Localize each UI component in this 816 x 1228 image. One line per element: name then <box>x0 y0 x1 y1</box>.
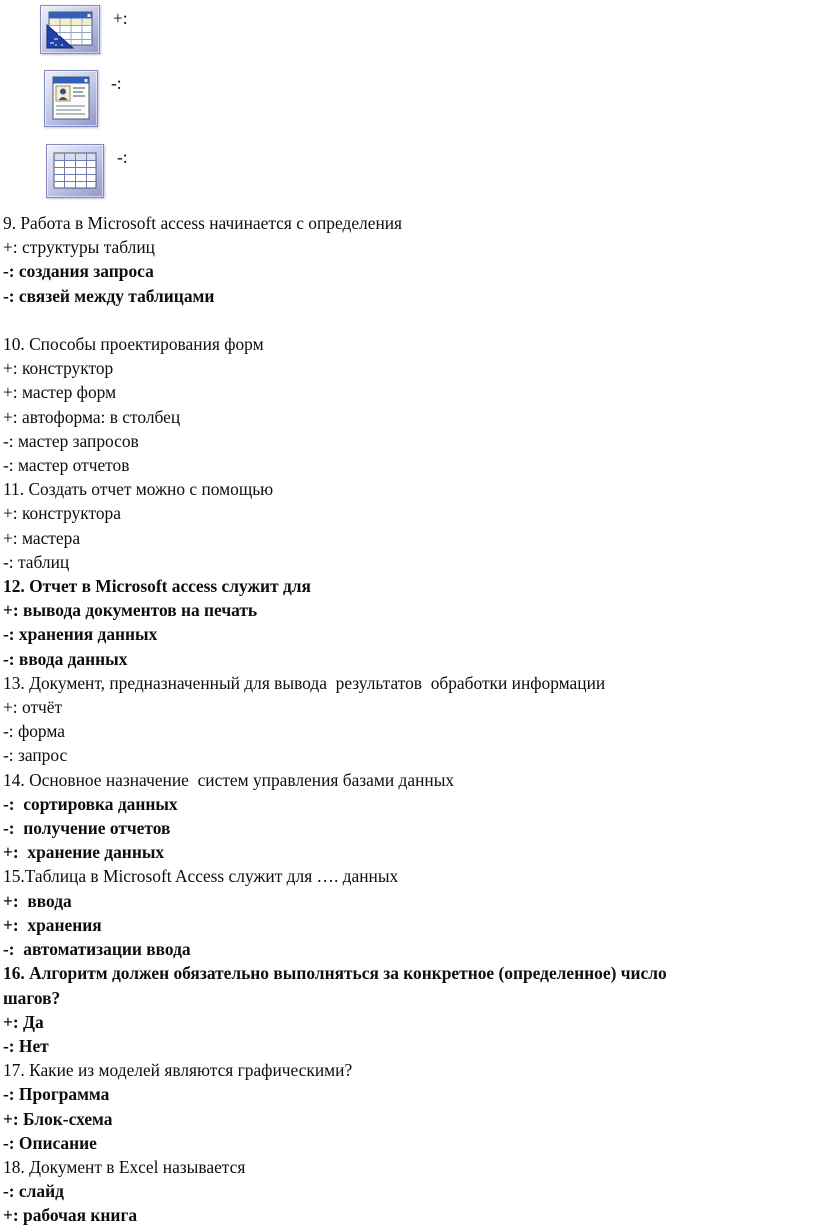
text-line: шагов? <box>3 987 61 1008</box>
text-line: +: мастер форм <box>3 382 117 403</box>
text-line: +: вывода документов на печать <box>3 600 258 621</box>
text-line: 15.Таблица в Microsoft Access служит для …. данных <box>3 866 399 887</box>
icon-option-2 <box>44 70 122 127</box>
text-line <box>3 308 809 332</box>
text-line: -: мастер отчетов <box>3 455 130 476</box>
text-line: 16. Алгоритм должен обязательно выполняться за конкретное (определенное) число <box>3 963 667 984</box>
text-line: 10. Способы проектирования форм <box>3 334 264 355</box>
text-line: +: хранение данных <box>3 842 165 863</box>
icon-option-2-mark: -: <box>111 73 122 93</box>
text-line: 14. Основное назначение систем управления базами данных <box>3 769 455 790</box>
text-line: -: таблиц <box>3 551 70 572</box>
icon-option-1-mark: +: <box>113 8 128 28</box>
text-line: +: отчёт <box>3 697 63 718</box>
text-line: 11. Создать отчет можно с помощью <box>3 479 274 500</box>
text-line: +: хранения <box>3 914 102 935</box>
text-line: +: рабочая книга <box>3 1205 138 1226</box>
text-line: -: создания запроса <box>3 261 154 282</box>
text-line: -: Программа <box>3 1084 110 1105</box>
table-design-icon-graphic <box>46 11 94 49</box>
datasheet-table-icon <box>46 144 104 198</box>
icon-option-3 <box>46 144 128 198</box>
text-line: -: ввода данных <box>3 648 128 669</box>
question-list <box>3 211 809 1228</box>
text-line: -: связей между таблицами <box>3 285 215 306</box>
text-line: -: слайд <box>3 1181 64 1202</box>
text-line: -: Нет <box>3 1035 49 1056</box>
table-design-icon <box>40 5 100 54</box>
text-line: 17. Какие из моделей являются графическими? <box>3 1060 353 1081</box>
text-line: -: запрос <box>3 745 68 766</box>
text-line: +: Блок-схема <box>3 1108 113 1129</box>
datasheet-table-icon-graphic <box>53 152 97 190</box>
contact-form-icon-graphic <box>52 76 90 121</box>
text-line: 18. Документ в Excel называется <box>3 1156 246 1177</box>
text-line: -: получение отчетов <box>3 818 171 839</box>
contact-form-icon <box>44 70 98 127</box>
text-line: +: ввода <box>3 890 72 911</box>
icon-option-3-mark: -: <box>117 147 128 167</box>
text-line: +: конструктор <box>3 358 114 379</box>
text-line: +: автоформа: в столбец <box>3 406 181 427</box>
text-line: 12. Отчет в Microsoft access служит для <box>3 576 311 597</box>
text-line: +: мастера <box>3 527 81 548</box>
icon-option-1 <box>40 5 128 54</box>
text-line: +: структуры таблиц <box>3 237 155 258</box>
text-line: -: автоматизации ввода <box>3 939 191 960</box>
text-line: +: конструктора <box>3 503 121 524</box>
text-line: +: Да <box>3 1011 44 1032</box>
text-line: 13. Документ, предназначенный для вывода результатов обработки информации <box>3 672 606 693</box>
text-line: -: форма <box>3 721 65 742</box>
text-line: -: мастер запросов <box>3 430 139 451</box>
text-line: -: сортировка данных <box>3 793 178 814</box>
text-line: 9. Работа в Microsoft access начинается с определения <box>3 213 403 233</box>
text-line: -: хранения данных <box>3 624 158 645</box>
text-line: -: Описание <box>3 1132 97 1153</box>
